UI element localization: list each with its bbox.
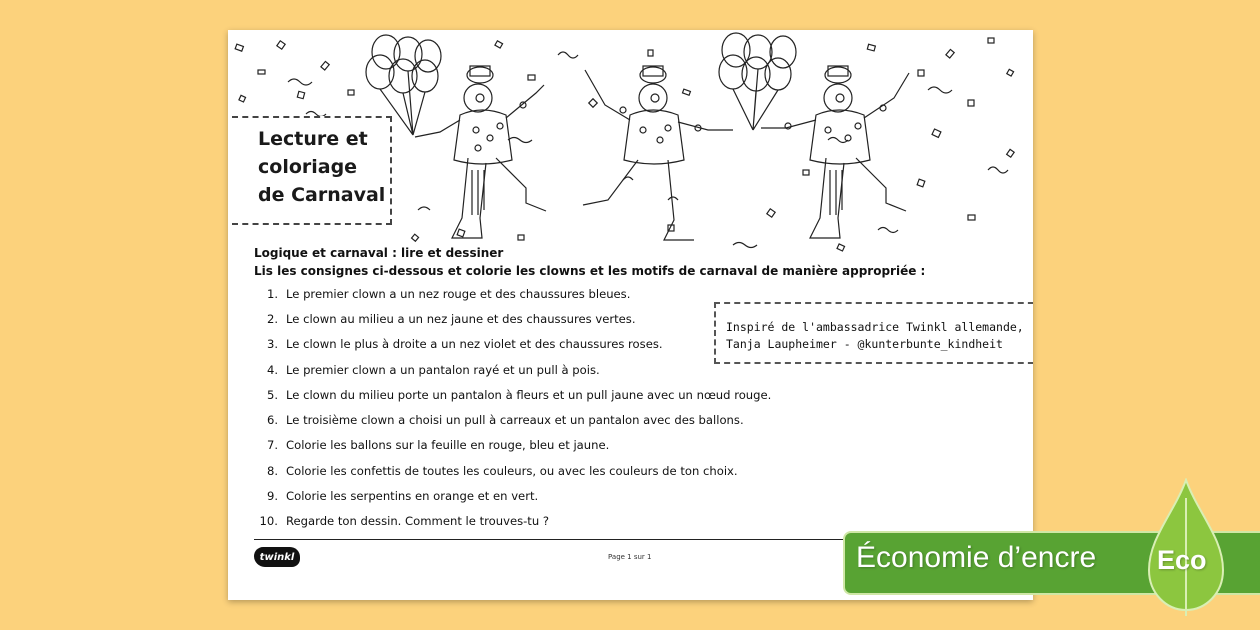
list-item	[254, 509, 771, 534]
credit-box	[714, 302, 1033, 364]
item-text: Le premier clown a un nez rouge et des chaussures bleues.	[286, 286, 631, 301]
item-number: 2.	[266, 311, 278, 326]
instruction-list	[254, 281, 771, 534]
item-text: Le premier clown a un pantalon rayé et un pull à pois.	[286, 362, 600, 377]
item-number: 7.	[266, 438, 278, 453]
item-number: 9.	[266, 489, 278, 504]
item-number: 1.	[266, 286, 278, 301]
list-item	[254, 382, 771, 407]
credit-text	[726, 319, 1024, 353]
item-number: 8.	[266, 463, 278, 478]
worksheet-page	[228, 30, 1033, 600]
title-line: Lecture et	[258, 128, 368, 150]
list-item	[254, 483, 771, 508]
item-number: 3.	[266, 337, 278, 352]
list-item	[254, 332, 771, 357]
item-number: 6.	[266, 413, 278, 428]
item-number: 10.	[259, 514, 278, 529]
page-number: Page 1 sur 1	[608, 553, 652, 561]
list-item	[254, 458, 771, 483]
item-text: Colorie les ballons sur la feuille en rouge, bleu et jaune.	[286, 438, 610, 453]
worksheet-title	[258, 125, 393, 209]
credit-line: Inspiré de l'ambassadrice Twinkl allemande,	[726, 320, 1024, 334]
eco-banner-text: Économie d’encre	[856, 541, 1097, 574]
item-text: Le clown le plus à droite a un nez violet et des chaussures roses.	[286, 337, 663, 352]
title-line: de Carnaval	[258, 184, 386, 206]
item-text: Le clown au milieu a un nez jaune et des chaussures vertes.	[286, 311, 636, 326]
list-item	[254, 433, 771, 458]
title-line: coloriage	[258, 156, 358, 178]
item-text: Regarde ton dessin. Comment le trouves-tu ?	[286, 514, 550, 529]
item-number: 4.	[266, 362, 278, 377]
instructions-text: Lis les consignes ci-dessous et colorie les clowns et les motifs de carnaval de manière appropriée :	[254, 264, 926, 278]
list-item	[254, 306, 771, 331]
list-item	[254, 281, 771, 306]
section-heading: Logique et carnaval : lire et dessiner	[254, 246, 504, 260]
credit-line: Tanja Laupheimer - @kunterbunte_kindheit	[726, 337, 1003, 351]
item-text: Le troisième clown a choisi un pull à carreaux et un pantalon avec des ballons.	[286, 413, 744, 428]
list-item	[254, 407, 771, 432]
list-item	[254, 357, 771, 382]
item-text: Colorie les confettis de toutes les couleurs, ou avec les couleurs de ton choix.	[286, 463, 738, 478]
twinkl-logo: twinkl	[254, 547, 300, 567]
item-text: Colorie les serpentins en orange et en vert.	[286, 489, 539, 504]
item-number: 5.	[266, 387, 278, 402]
eco-label: Eco	[1157, 545, 1207, 575]
item-text: Le clown du milieu porte un pantalon à fleurs et un pull jaune avec un nœud rouge.	[286, 387, 772, 402]
